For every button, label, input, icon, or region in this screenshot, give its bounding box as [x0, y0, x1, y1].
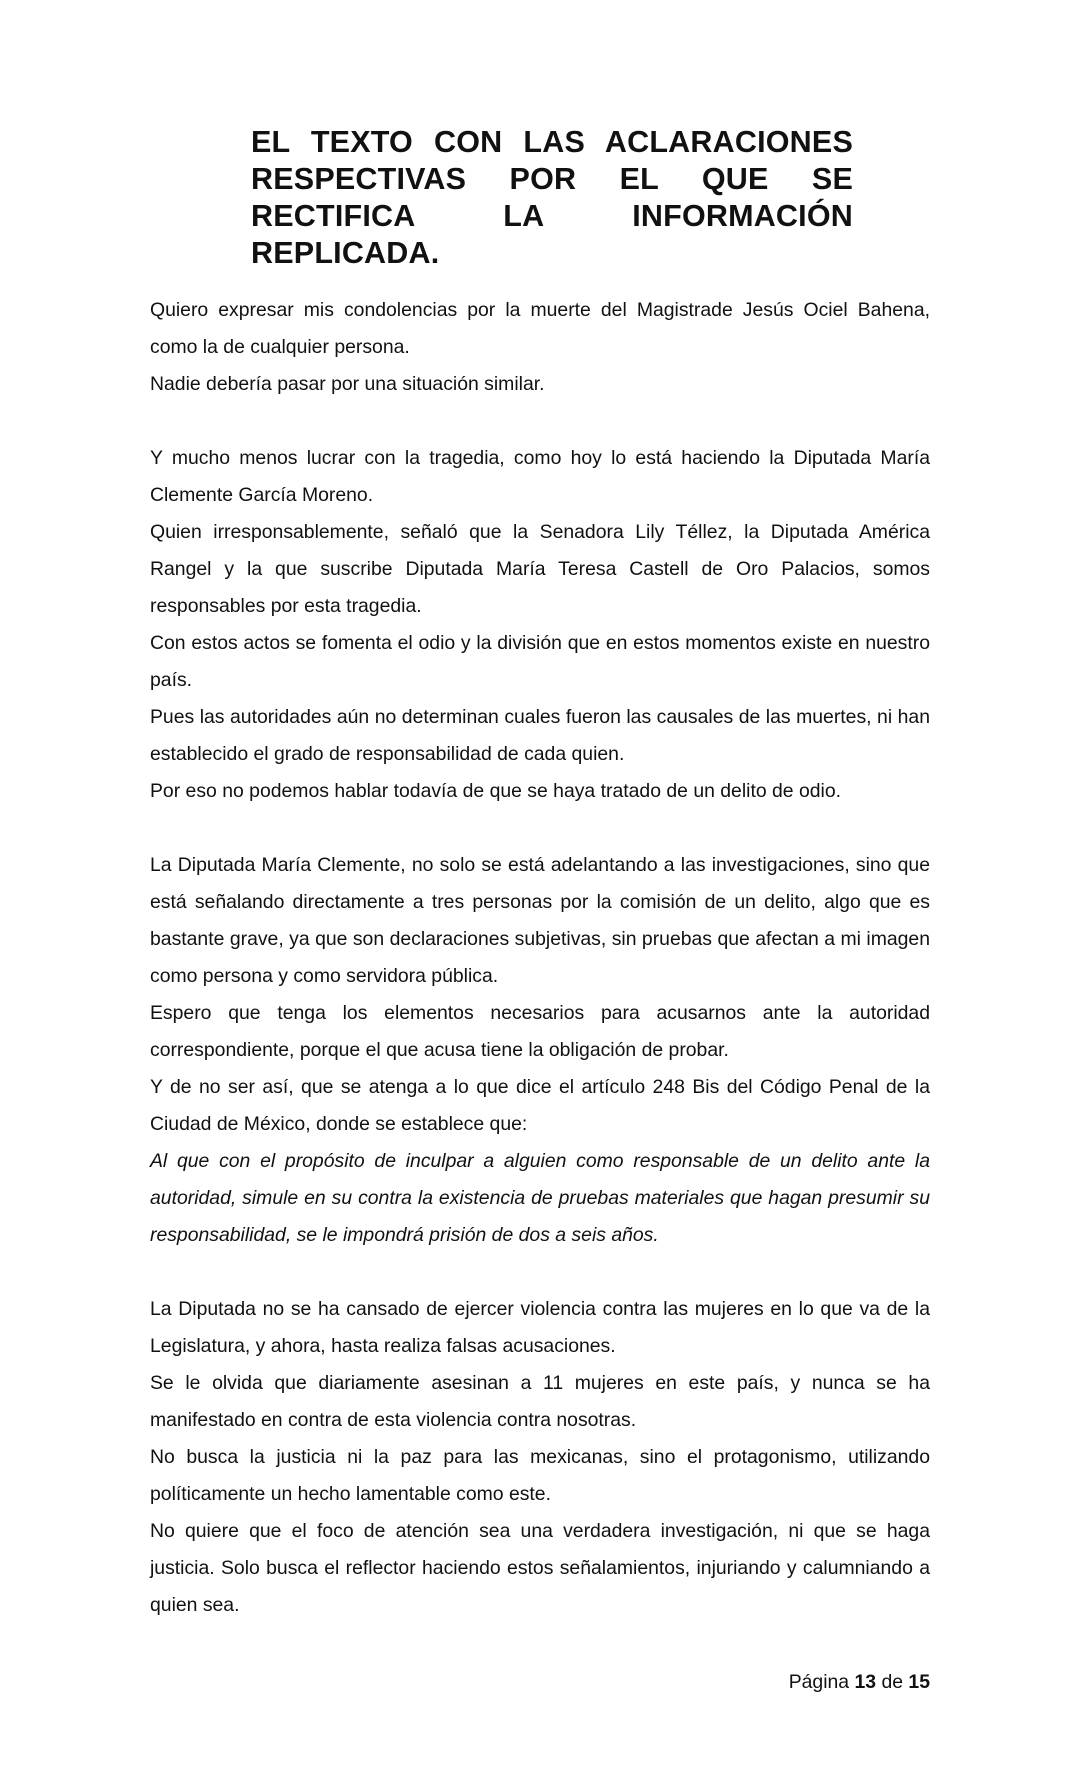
paragraph: Y de no ser así, que se atenga a lo que dice el artículo 248 Bis del Código Penal de la Ciudad de México, donde se establece que:: [150, 1076, 930, 1135]
paragraph: Por eso no podemos hablar todavía de que se haya tratado de un delito de odio.: [150, 780, 842, 802]
total-pages: 15: [908, 1671, 930, 1693]
paragraph: Nadie debería pasar por una situación similar.: [150, 373, 545, 395]
heading-line: RESPECTIVAS POR EL QUE SE: [251, 162, 853, 196]
document-heading: [251, 124, 853, 272]
of-label: de: [881, 1671, 904, 1693]
current-page: 13: [854, 1671, 877, 1693]
paragraph: Y mucho menos lucrar con la tragedia, como hoy lo está haciendo la Diputada María Clemente García Moreno.: [150, 447, 930, 506]
page-label: Página: [788, 1671, 850, 1693]
paragraph: La Diputada no se ha cansado de ejercer violencia contra las mujeres en lo que va de la Legislatura, y ahora, hasta realiza falsas acusaciones.: [150, 1298, 930, 1357]
page-number: [789, 1670, 930, 1694]
paragraph: Pues las autoridades aún no determinan cuales fueron las causales de las muertes, ni han establecido el grado de responsabilidad de cada quien.: [150, 706, 930, 765]
heading-line: REPLICADA.: [251, 236, 440, 270]
paragraph: Espero que tenga los elementos necesarios para acusarnos ante la autoridad correspondiente, porque el que acusa tiene la obligación de probar.: [150, 1002, 930, 1061]
paragraph: La Diputada María Clemente, no solo se está adelantando a las investigaciones, sino que está señalando directamente a tres personas por la comisión de un delito, algo que es bastante grave, ya que son declaraciones subjetivas, sin pruebas que afectan a mi imagen como persona y como servidora pública.: [150, 854, 930, 987]
paragraph: Quien irresponsablemente, señaló que la Senadora Lily Téllez, la Diputada América Rangel y la que suscribe Diputada María Teresa Castell de Oro Palacios, somos responsables por esta tragedia.: [150, 521, 930, 617]
heading-line: RECTIFICA LA INFORMACIÓN: [251, 199, 853, 233]
paragraph: Se le olvida que diariamente asesinan a 11 mujeres en este país, y nunca se ha manifestado en contra de esta violencia contra nosotras.: [150, 1372, 930, 1431]
legal-quote: Al que con el propósito de inculpar a alguien como responsable de un delito ante la autoridad, simule en su contra la existencia de pruebas materiales que hagan presumir su responsabilidad, se le impondrá prisión de dos a seis años.: [150, 1150, 930, 1246]
heading-line: EL TEXTO CON LAS ACLARACIONES: [251, 125, 853, 159]
document-body: [150, 292, 930, 1624]
paragraph: Con estos actos se fomenta el odio y la división que en estos momentos existe en nuestro país.: [150, 632, 930, 691]
paragraph: No quiere que el foco de atención sea una verdadera investigación, ni que se haga justicia. Solo busca el reflector haciendo estos señalamientos, injuriando y calumniando a quien sea.: [150, 1520, 930, 1616]
paragraph: No busca la justicia ni la paz para las mexicanas, sino el protagonismo, utilizando políticamente un hecho lamentable como este.: [150, 1446, 930, 1505]
paragraph: Quiero expresar mis condolencias por la muerte del Magistrade Jesús Ociel Bahena, como la de cualquier persona.: [150, 299, 930, 358]
